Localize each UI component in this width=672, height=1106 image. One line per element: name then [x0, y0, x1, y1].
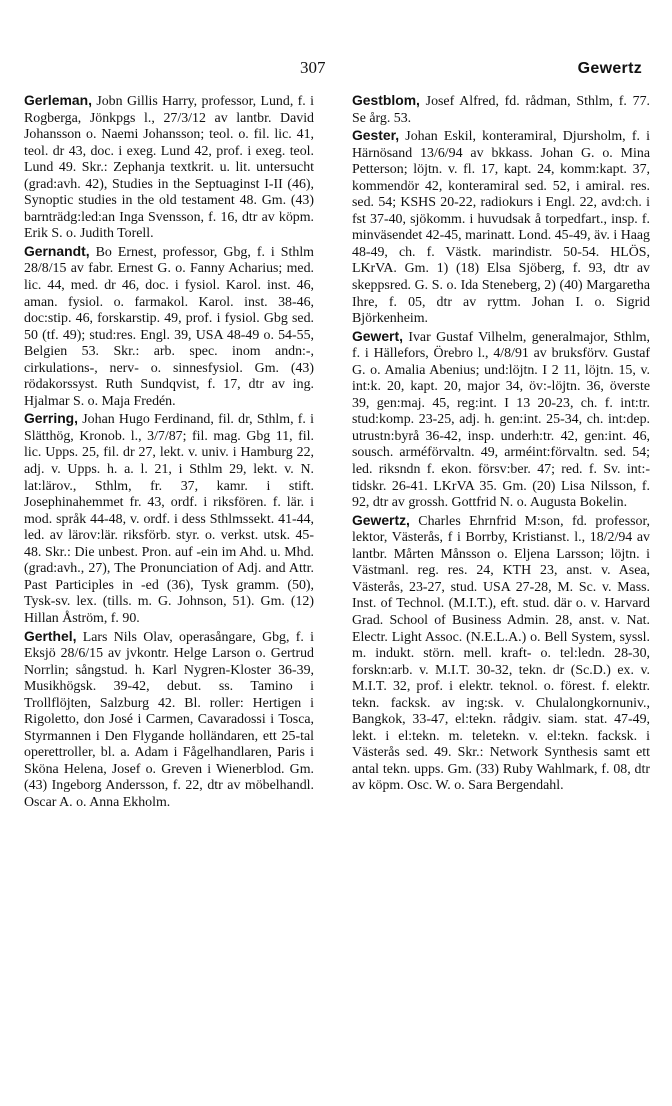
entry-body: Bo Ernest, professor, Gbg, f. i Sthlm 28/8/15 av fabr. Ernest G. o. Fanny Acharius; med. lic. 44, med. dr 46, doc. i fysiol. Karol. inst. 46, aman. fysiol. o. farmakol. Karol. inst. 38-46, doc:stip. 46, forskarstip. 49, prof. i fysiol. Gbg sed. 50 (tf. 49); stud:res. Engl. 39, USA 48-49 o. 54-55, Belgien 53. Skr.: arb. spec. inom andn:-, cirkulations-, nerv- o. sinnesfysiol. Gm. (43) rödakorssyst. Ruth Sundqvist, f. 17, dtr av ing. Hjalmar S. o. Maja Fredén. — [24, 244, 314, 409]
entry — [352, 127, 650, 328]
entry-body: Johan Hugo Ferdinand, fil. dr, Sthlm, f. i Slätthög, Kronob. l., 3/7/87; fil. mag. Gbg 11, fil. lic. Upps. 25, fil. dr 27, lekt. v. univ. i Hamburg 22, adj. v. Upps. h. a. l. 21, i Sthlm 29, lekt. v. N. lat:lärov., Sthlm, fr. 37, kamr. i stift. Josephinahemmet fr. 43, ordf. i riksfören. f. lär. i mod. språk 44-48, v. ordf. i dess Sthlmssekt. 41-44, led. av lärov:lär. riksförb. styr. o. verkst. utsk. 45-48. Skr.: Die unbest. Pron. auf -ein im Ahd. u. Mhd. (grad:avh., 27), The Pronunciation of Adj. and Attr. Past Participles in -ed (36), Tysk gramm. (50), Tysk-sv. lex. (tills. m. G. Johnson, 51). Gm. (12) Hillan Åström, f. 90. — [24, 412, 314, 626]
entry — [24, 243, 314, 410]
entry — [24, 628, 314, 812]
entry-surname: Gerring, — [24, 410, 79, 427]
right-column — [352, 92, 650, 795]
entry-surname: Gester, — [352, 127, 400, 144]
entry — [24, 410, 314, 627]
entry — [352, 512, 650, 795]
entry-surname: Gewertz, — [352, 511, 410, 528]
entry-body: Charles Ehrnfrid M:son, fd. professor, lektor, Västerås, f i Borrby, Kristianst. l., 18/2/94 av lantbr. Mårten Månsson o. Eljena Larsson; löjtn. i Västmanl. reg. res. 24, KTH 23, anst. v. Asea, Västerås, 23-27, stud. USA 27-28, M. Sc. v. Mass. Inst. of Technol. (M.I.T.), eft. stud. där o. v. Harvard Grad. School of Business Admin. 28, anst. v. Nat. Electr. Light Assoc. (N.E.L.A.) o. Bell System, syssl. m. indukt. störn. mell. kraft- o. tel:ledn. 28-30, forskn:arb. v. M.I.T. 30-32, tekn. dr (Sc.D.) ex. v. M.I.T. 32, prof. i elektr. teknol. o. förest. f. elektr. tekn. facksk. av ing:sk. v. Chulalongkornuniv., Bangkok, 33-47, el:tekn. rådgiv. siam. stat. 47-49, lekt. i el:tekn. m. teletekn. v. el:tekn. facksk. i Västerås sed. 49. Skr.: Network Synthesis samt ett antal tekn. upps. Gm. (33) Ruby Wahlmark, f. 08, dtr av köpm. Osc. W. o. Sara Bergendahl. — [352, 513, 650, 794]
entry — [352, 328, 650, 512]
entry-surname: Gestblom, — [352, 92, 420, 108]
entry-surname: Gerthel, — [24, 627, 77, 644]
running-head: Gewertz — [577, 60, 642, 77]
page-number: 307 — [300, 58, 326, 77]
entry-body: Jobn Gillis Harry, professor, Lund, f. i Rogberga, Jönkpgs l., 27/3/12 av lantbr. David Johansson o. Naemi Johansson; teol. o. fil. lic. 41, teol. dr 43, doc. i exeg. Lund 42, prof. i exeg. teol. Lund 49. Skr.: Zephanja textkrit. u. lit. untersucht (grad:avh. 42), Studies in the Septuaginst I-II (46), Synoptic studies in the old testament 48. Gm. (43) barnträdg:led:an Inga Svensson, f. 16, dtr av köpm. Erik S. o. Judith Torell. — [24, 94, 314, 242]
entry-surname: Gerleman, — [24, 92, 92, 108]
entry-body: Josef Alfred, fd. rådman, Sthlm, f. 77. Se årg. 53. — [352, 94, 650, 126]
entry-body: Lars Nils Olav, operasångare, Gbg, f. i Eksjö 28/6/15 av jvkontr. Helge Larson o. Gertrud Norrlin; sångstud. h. Karl Nygren-Kloster 36-39, Musikhögsk. 39-42, debut. ss. Tamino i Trollflöjten, Salzburg 42. Bl. roller: Hertigen i Rigoletto, don José i Carmen, Cavaradossi i Tosca, Styrmannen i Den Flygande holländaren, ett 25-tal operettroller, bl. a. Adam i Fågelhandlaren, Paris i Sköna Helena, Josef o. Greven i Wienerblod. Gm. (43) Ingeborg Andersson, f. 22, dtr av möbelhandl. Oscar A. o. Anna Ekholm. — [24, 629, 314, 810]
entry-surname: Gernandt, — [24, 242, 90, 259]
entry-body: Ivar Gustaf Vilhelm, generalmajor, Sthlm, f. i Hällefors, Örebro l., 4/8/91 av bruksförv. Gustaf G. o. Amalia Abenius; und:löjtn. I 2 11, löjtn. 15, v. int:k. 20, kapt. 20, major 34, öv:-löjtn. 36, överste 39, gen:maj. 45, reg:int. I 13 20-23, ch. f. int:tr. stud:komp. 23-25, adj. h. gen:int. 25-34, ch. int:dep. utrustn:byrå 36-42, insp. underh:tr. 42, gen:int. 46, sousch. arméförvaltn. 49, arméint:förvaltn. sed. 54; led. riksndn f. ekon. försv:ber. 47; red. f. Sv. int:-tidskr. 26-41. LKrVA 35. Gm. (20) Lisa Nilsson, f. 92, dtr av grossh. Gottfrid N. o. Augusta Bokelin. — [352, 329, 650, 511]
entry-body: Johan Eskil, konteramiral, Djursholm, f. i Härnösand 13/6/94 av bkkass. Johan G. o. Mina Petterson; löjtn. v. fl. 17, kapt. 24, komm:kapt. 37, kommendör 42, konteramiral sed. 52, i amiral. res. sed. 54; KSHS 20-22, radiokurs i Engl. 22, avd:ch. i fst 37-40, sjökomm. i huvudsak å torpedfart., insp. f. minväsendet 42-45, marinatt. Lond. 45-49, äv. i Haag 48-49, ch. f. Västk. marindistr. 50-54. HLÖS, LKrVA. Gm. 1) (18) Elsa Sjöberg, f. 93, dtr av skeppsred. G. S. o. Ida Steneberg, 2) (40) Margaretha Ihre, f. 05, dtr av ryttm. Johan I. o. Sigrid Björkenheim. — [352, 129, 650, 327]
left-column — [24, 92, 314, 812]
entry — [24, 92, 314, 243]
entry — [352, 92, 650, 127]
entry-surname: Gewert, — [352, 327, 403, 344]
